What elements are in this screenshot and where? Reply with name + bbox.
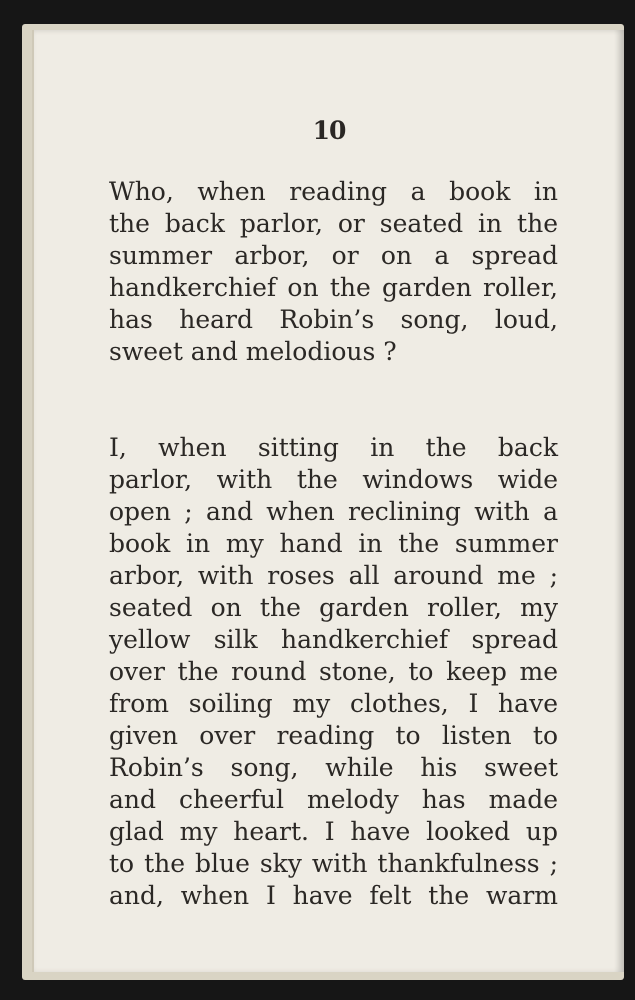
text-line: and, when I have felt the warm (109, 881, 558, 910)
text-line: and cheerful melody has made (109, 785, 558, 814)
text-line: arbor, with roses all around me ; (109, 561, 558, 590)
text-line: sweet and melodious ? (109, 337, 397, 366)
book-page (32, 30, 624, 972)
text-line: from soiling my clothes, I have (109, 689, 558, 718)
text-line: given over reading to listen to (109, 721, 558, 750)
text-line: to the blue sky with thankfulness ; (109, 849, 558, 878)
text-line: parlor, with the windows wide (109, 465, 558, 494)
text-line: book in my hand in the summer (109, 529, 558, 558)
spine-shadow (614, 30, 624, 972)
text-line: handkerchief on the garden roller, (109, 273, 558, 302)
text-line: glad my heart. I have looked up (109, 817, 558, 846)
page-number: 10 (312, 116, 346, 145)
text-line: the back parlor, or seated in the (109, 209, 558, 238)
text-line: seated on the garden roller, my (109, 593, 558, 622)
text-line: summer arbor, or on a spread (109, 241, 558, 270)
text-line: over the round stone, to keep me (109, 657, 558, 686)
text-line: Who, when reading a book in (109, 177, 558, 206)
text-line: Robin’s song, while his sweet (109, 753, 558, 782)
text-line: yellow silk handkerchief spread (109, 625, 558, 654)
text-line: open ; and when reclining with a (109, 497, 558, 526)
paragraph-2 (109, 432, 558, 912)
paragraph-1 (109, 176, 558, 368)
text-line: has heard Robin’s song, loud, (109, 305, 558, 334)
text-line: I, when sitting in the back (109, 433, 558, 462)
